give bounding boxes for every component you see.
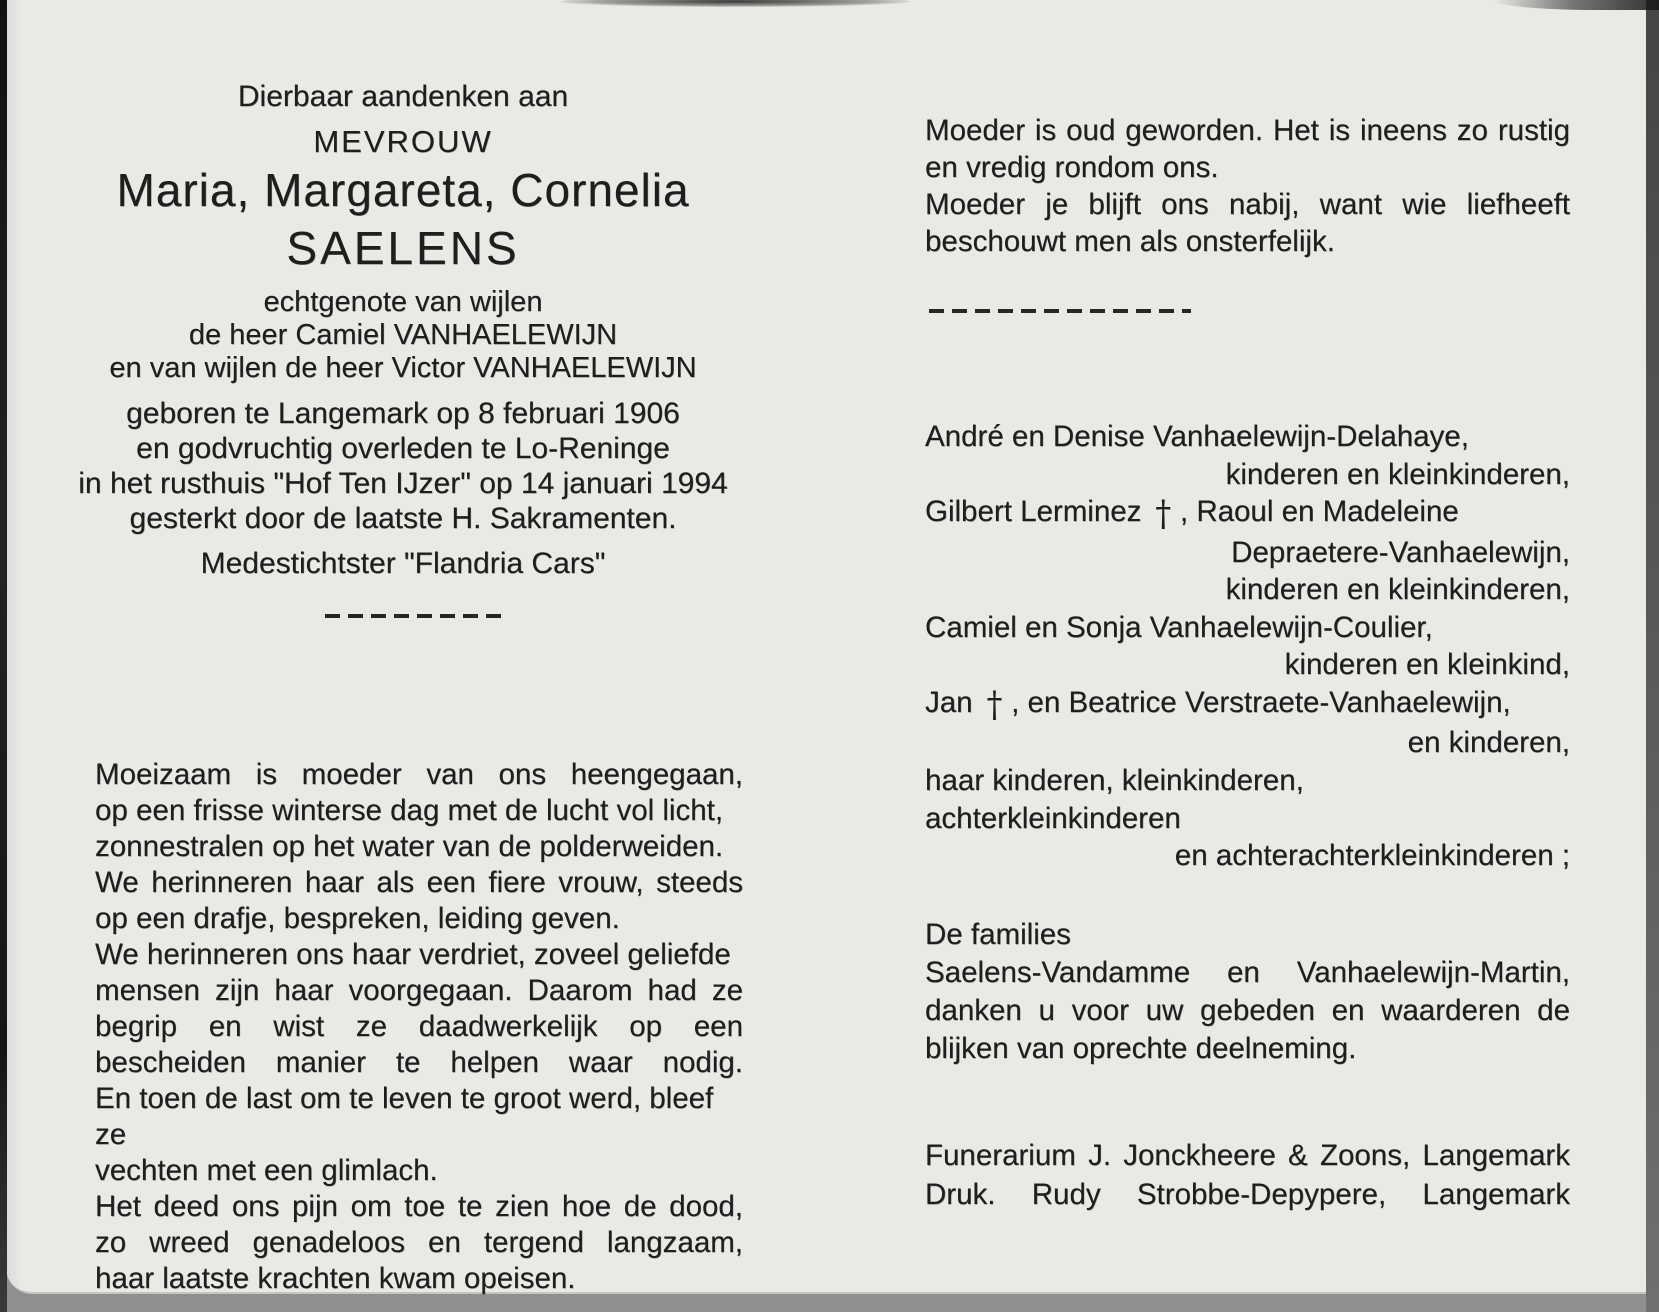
- death-line: en godvruchtig overleden te Lo-Reninge: [136, 432, 670, 465]
- spouse-line: en van wijlen de heer Victor VANHAELEWIJN: [109, 352, 697, 384]
- poem-line: mensen zijn haar voorgegaan. Daarom had ze: [95, 974, 743, 1007]
- separator-dashes-right: [929, 309, 1191, 313]
- birth-death-block: [78, 396, 728, 536]
- verse-line: beschouwt men als onsterfelijk.: [925, 225, 1335, 258]
- colophon-block: [925, 1137, 1570, 1214]
- poem-line: Het deed ons pijn om toe te zien hoe de dood,: [95, 1190, 743, 1223]
- poem-line: We herinneren haar als een fiere vrouw, steeds: [95, 866, 743, 899]
- poem-line: En toen de last om te leven te groot werd, bleef ze: [95, 1082, 714, 1151]
- family-line: en kinderen,: [1407, 726, 1570, 759]
- scan-edge-left: [0, 0, 7, 1312]
- family-line: [925, 684, 1570, 725]
- deceased-given-names: Maria, Margareta, Cornelia: [116, 164, 690, 216]
- poem-line: vechten met een glimlach.: [95, 1154, 438, 1187]
- family-line: kinderen en kleinkind,: [1284, 648, 1570, 681]
- poem-line: bescheiden manier te helpen waar nodig.: [95, 1046, 743, 1079]
- family-name-text: Gilbert Lerminez: [925, 495, 1142, 528]
- survivors-line: en achterachterkleinkinderen ;: [1174, 839, 1570, 872]
- survivors-line: haar kinderen, kleinkinderen,: [925, 764, 1304, 797]
- scan-edge-right: [1646, 0, 1659, 1312]
- poem-line: op een drafje, bespreken, leiding geven.: [95, 902, 620, 935]
- funeral-home-line: Funerarium J. Jonckheere & Zoons, Langemark: [925, 1139, 1570, 1172]
- poem-line: haar laatste krachten kwam opeisen.: [95, 1262, 576, 1295]
- verse-line: Moeder je blijft ons nabij, want wie liefheeft: [925, 188, 1570, 221]
- family-name-text: , Raoul en Madeleine: [1179, 495, 1459, 528]
- honorific-line: MEVROUW: [313, 124, 493, 159]
- deceased-surname: SAELENS: [286, 222, 520, 274]
- survivors-block: [925, 762, 1570, 875]
- spouse-line: echtgenote van wijlen: [263, 286, 543, 318]
- poem-line: op een frisse winterse dag met de lucht vol licht,: [95, 794, 724, 827]
- dedication-line: Dierbaar aandenken aan: [237, 80, 569, 113]
- thanks-line: Saelens-Vandamme en Vanhaelewijn-Martin,: [925, 956, 1570, 989]
- printer-line: Druk. Rudy Strobbe-Depypere, Langemark: [925, 1177, 1570, 1211]
- family-line: kinderen en kleinkinderen,: [1225, 457, 1570, 491]
- poem-line: zonnestralen op het water van de polderweiden.: [95, 830, 724, 863]
- spouse-line: de heer Camiel VANHAELEWIJN: [188, 319, 618, 351]
- role-line: Medestichtster "Flandria Cars": [200, 547, 606, 580]
- memorial-poem: [95, 757, 743, 1297]
- family-name-text: Jan: [925, 685, 973, 719]
- family-line: kinderen en kleinkinderen,: [1225, 573, 1570, 606]
- poem-line: We herinneren ons haar verdriet, zoveel geliefde: [95, 938, 731, 971]
- family-acknowledgment-list: [925, 418, 1570, 762]
- thanks-block: [925, 916, 1570, 1068]
- deceased-cross-icon: †: [1155, 493, 1171, 535]
- poem-line: zo wreed genadeloos en tergend langzaam,: [95, 1226, 743, 1259]
- death-place-line: in het rusthuis "Hof Ten IJzer" op 14 januari 1994: [78, 467, 728, 500]
- family-line: André en Denise Vanhaelewijn-Delahaye,: [925, 420, 1469, 453]
- family-line: [925, 493, 1570, 534]
- family-line: Depraetere-Vanhaelewijn,: [1231, 535, 1570, 569]
- verse-line: Moeder is oud geworden. Het is ineens zo rustig: [925, 114, 1570, 147]
- poem-line: begrip en wist ze daadwerkelijk op een: [95, 1010, 743, 1043]
- thanks-line: danken u voor uw gebeden en waarderen de: [925, 994, 1570, 1027]
- opening-verse: [925, 112, 1570, 260]
- birth-line: geboren te Langemark op 8 februari 1906: [126, 397, 680, 430]
- family-line: Camiel en Sonja Vanhaelewijn-Coulier,: [925, 610, 1433, 644]
- survivors-line: achterkleinkinderen: [925, 801, 1181, 835]
- separator-dashes-left: [325, 614, 501, 618]
- thanks-line: De families: [925, 918, 1071, 951]
- thanks-line: blijken van oprechte deelneming.: [925, 1032, 1357, 1065]
- deceased-cross-icon: †: [986, 683, 1003, 726]
- verse-line: en vredig rondom ons.: [925, 151, 1219, 184]
- family-name-text: , en Beatrice Verstraete-Vanhaelewijn,: [1011, 685, 1511, 719]
- sacraments-line: gesterkt door de laatste H. Sakramenten.: [129, 502, 677, 535]
- poem-line: Moeizaam is moeder van ons heengegaan,: [95, 758, 743, 791]
- spouse-block: [78, 286, 728, 385]
